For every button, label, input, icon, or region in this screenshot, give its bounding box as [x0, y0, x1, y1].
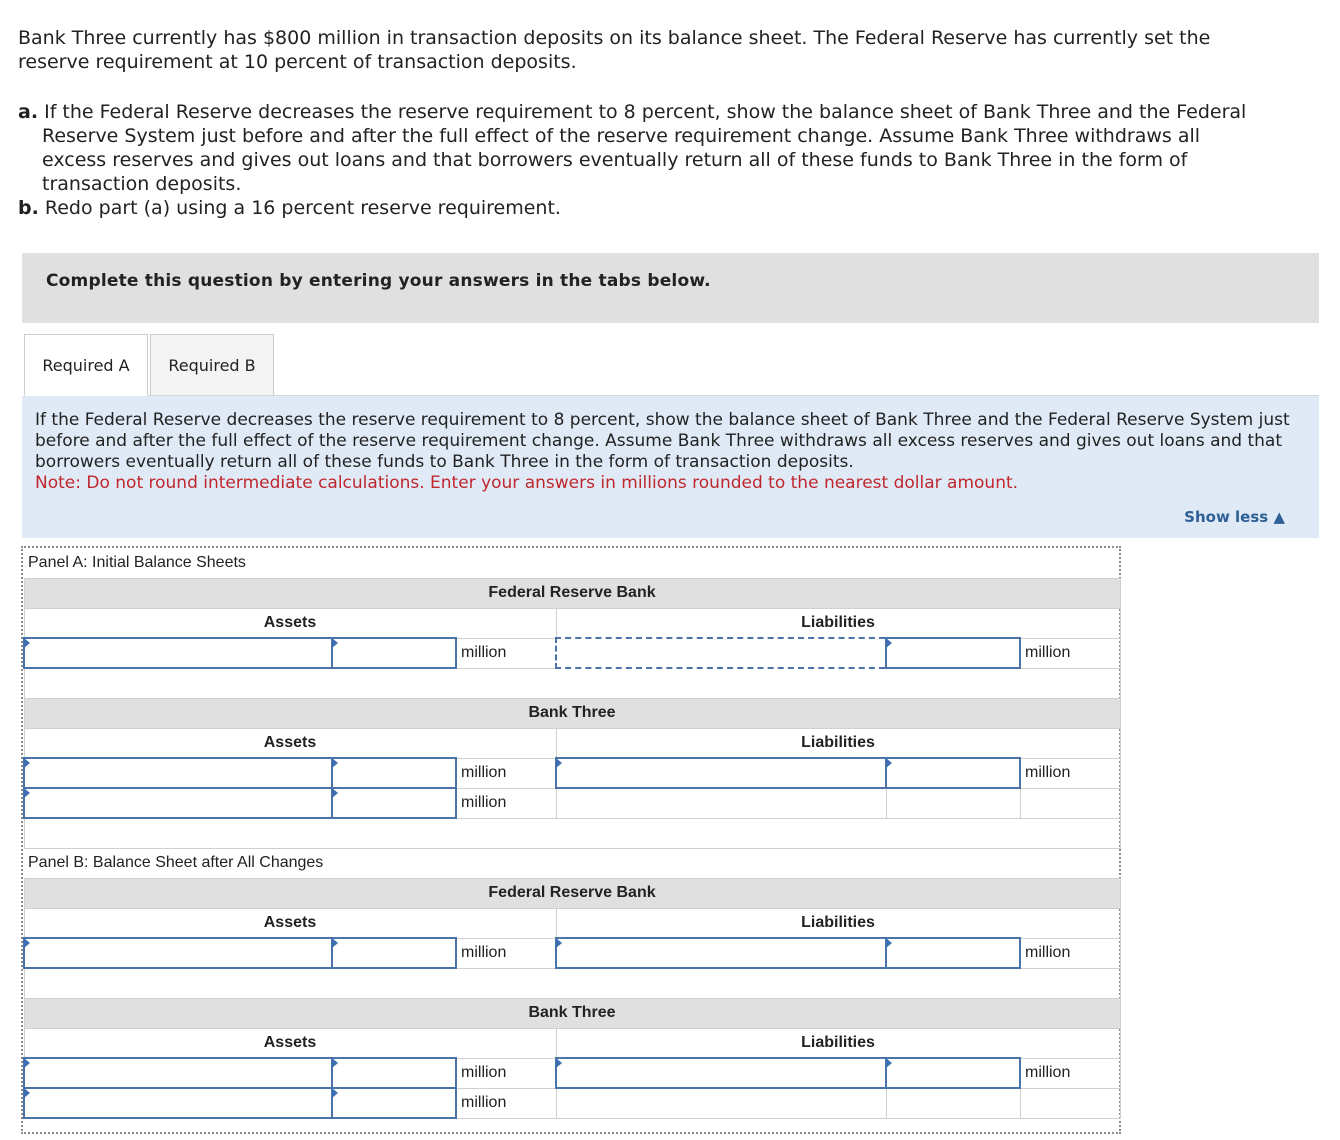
empty-cell — [886, 1088, 1020, 1118]
unit-label: million — [456, 1088, 556, 1118]
part-b-label: b. — [18, 197, 39, 219]
fed-b-liability-label-input[interactable] — [556, 938, 886, 968]
part-b-text: Redo part (a) using a 16 percent reserve requirement. — [44, 197, 561, 219]
assets-header: Assets — [24, 1028, 556, 1058]
liabilities-header: Liabilities — [556, 1028, 1120, 1058]
bank-b-asset-2-label-input[interactable] — [24, 1088, 332, 1118]
unit-label: million — [456, 788, 556, 818]
empty-cell — [556, 788, 886, 818]
unit-label: million — [456, 638, 556, 668]
fed-b-asset-label-input[interactable] — [24, 938, 332, 968]
row-spacer — [24, 668, 1120, 698]
bank-three-header: Bank Three — [24, 698, 1120, 728]
balance-sheet-table — [23, 548, 1121, 1119]
liabilities-header: Liabilities — [556, 728, 1120, 758]
fed-liability-label-input[interactable] — [556, 638, 886, 668]
tab-required-b[interactable]: Required B — [150, 334, 274, 396]
liabilities-header: Liabilities — [556, 908, 1120, 938]
bank-three-header-b: Bank Three — [24, 998, 1120, 1028]
fed-b-liability-value-input[interactable] — [886, 938, 1020, 968]
empty-cell — [556, 1088, 886, 1118]
fed-asset-label-input[interactable] — [24, 638, 332, 668]
bank-b-asset-1-label-input[interactable] — [24, 1058, 332, 1088]
question-instructions — [22, 396, 1319, 538]
part-a-text: If the Federal Reserve decreases the reserve requirement to 8 percent, show the balance sheet of Bank Three and the Federal Reserve System just before and after the full effect of the reserve requirement change. Assume Bank Three withdraws all excess reserves and gives out loans and that borrowers eventually return all of these funds to Bank Three in the form of transaction deposits. — [42, 101, 1247, 195]
bank-asset-2-value-input[interactable] — [332, 788, 456, 818]
unit-label: million — [456, 1058, 556, 1088]
bank-asset-1-value-input[interactable] — [332, 758, 456, 788]
problem-intro — [18, 26, 1268, 74]
show-less-link[interactable] — [1184, 508, 1285, 526]
bank-asset-1-label-input[interactable] — [24, 758, 332, 788]
panel-a-title: Panel A: Initial Balance Sheets — [28, 553, 246, 571]
row-spacer — [24, 818, 1120, 848]
triangle-up-icon: ▲ — [1273, 508, 1285, 526]
empty-cell — [1020, 1088, 1120, 1118]
part-a — [18, 100, 1268, 196]
fed-b-asset-value-input[interactable] — [332, 938, 456, 968]
bank-b-liability-value-input[interactable] — [886, 1058, 1020, 1088]
instructions-text: If the Federal Reserve decreases the reserve requirement to 8 percent, show the balance sheet of Bank Three and the Federal Reserve System just before and after the full effect of the reserve requirement change. Assume Bank Three withdraws all excess reserves and gives out loans and that borrowers eventually return all of these funds to Bank Three in the form of transaction deposits. — [35, 410, 1290, 472]
empty-cell — [1020, 788, 1120, 818]
balance-sheet-worksheet — [21, 546, 1121, 1134]
empty-cell — [886, 788, 1020, 818]
row-spacer — [24, 968, 1120, 998]
instruction-banner — [22, 253, 1319, 323]
bank-b-asset-2-value-input[interactable] — [332, 1088, 456, 1118]
bank-b-liability-label-input[interactable] — [556, 1058, 886, 1088]
part-a-label: a. — [18, 101, 39, 123]
assets-header: Assets — [24, 728, 556, 758]
unit-label: million — [1020, 938, 1120, 968]
show-less-label: Show less — [1184, 508, 1269, 526]
fed-reserve-header-b: Federal Reserve Bank — [24, 878, 1120, 908]
assets-header: Assets — [24, 608, 556, 638]
assets-header: Assets — [24, 908, 556, 938]
fed-reserve-header: Federal Reserve Bank — [24, 578, 1120, 608]
unit-label: million — [1020, 758, 1120, 788]
bank-liability-value-input[interactable] — [886, 758, 1020, 788]
fed-liability-value-input[interactable] — [886, 638, 1020, 668]
unit-label: million — [456, 938, 556, 968]
intro-text: Bank Three currently has $800 million in transaction deposits on its balance sheet. The Federal Reserve has currently set the reserve requirement at 10 percent of transaction deposits. — [18, 27, 1211, 73]
fed-asset-value-input[interactable] — [332, 638, 456, 668]
unit-label: million — [1020, 638, 1120, 668]
instructions-body — [35, 410, 1305, 494]
unit-label: million — [1020, 1058, 1120, 1088]
problem-parts — [18, 100, 1268, 220]
bank-asset-2-label-input[interactable] — [24, 788, 332, 818]
bank-liability-label-input[interactable] — [556, 758, 886, 788]
instructions-note: Note: Do not round intermediate calculations. Enter your answers in millions rounded to the nearest dollar amount. — [35, 473, 1019, 493]
panel-b-title: Panel B: Balance Sheet after All Changes — [28, 854, 324, 871]
unit-label: million — [456, 758, 556, 788]
bank-b-asset-1-value-input[interactable] — [332, 1058, 456, 1088]
banner-text: Complete this question by entering your answers in the tabs below. — [46, 271, 711, 291]
part-b — [18, 196, 1268, 220]
liabilities-header: Liabilities — [556, 608, 1120, 638]
tab-required-a[interactable]: Required A — [24, 334, 148, 396]
